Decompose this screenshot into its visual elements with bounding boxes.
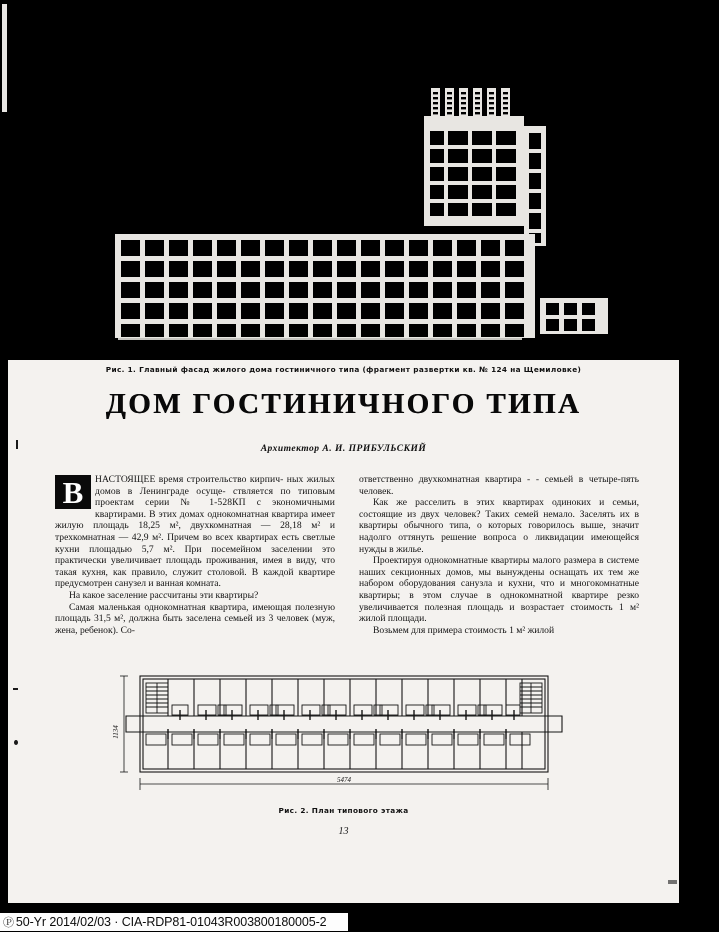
scan-speck-1 (16, 440, 18, 449)
body-column-right (359, 474, 639, 636)
lead-line-3: ствляется по типовым проектам серии (95, 485, 335, 509)
article-headline: ДОМ ГОСТИНИЧНОГО ТИПА (105, 388, 582, 420)
figure2-caption: Рис. 2. План типового этажа (278, 806, 409, 815)
scan-speck-4 (668, 880, 677, 884)
scan-speck-2 (13, 688, 18, 690)
figure1-building-facade (0, 0, 719, 360)
figure1-caption: Рис. 1. Главный фасад жилого дома гостиничного типа (фрагмент развертки кв. № 124 на Щемиловке) (105, 365, 582, 374)
right-paragraph-4: Возьмем для примера стоимость 1 м² жилой (373, 624, 555, 636)
figure2-floor-plan (110, 672, 570, 794)
lead-line-4: № 1-528КП с экономичными квартирами. (95, 497, 336, 520)
body-column-left (55, 474, 335, 636)
left-paragraph-3: Самая маленькая однокомнатная квартира, имеющая полезную площадь 31,5 м², должна быть заселена семьей из 3 человек (муж, жена, ребенок). Со- (55, 601, 335, 636)
right-paragraph-3: Проектируя однокомнатные квартиры малого размера в системе наших секционных домов, мы вынуждены оснащать их тем же набором оборудования санузла и кухни, что и многокомнатные квартиры; в этом случае в однокомнатной квартире резко увеличивается полезная площадь и возрастает стоимость 1 м² жилой площади. (359, 555, 639, 625)
archive-stamp-plate (0, 913, 348, 931)
plan-dimension-vertical: 1134 (112, 725, 120, 739)
scan-speck-3 (14, 740, 18, 745)
article-byline: Архитектор А. И. ПРИБУЛЬСКИЙ (260, 444, 427, 454)
right-paragraph-1: ответственно двухкомнатная квартира - - семьей в четыре-пять человек. (359, 474, 639, 497)
article-body (55, 474, 640, 636)
page-number: 13 (338, 826, 349, 837)
lead-paragraph (55, 474, 335, 590)
scan-right-margin (679, 0, 719, 932)
drop-cap: В (55, 475, 91, 509)
lead-line-1: НАСТОЯЩЕЕ время строительство кирпич- (95, 474, 284, 485)
right-paragraph-2: Как же расселить в этих квартирах одиноких и семьи, состоящие из двух человек? Таких семей немало. Заселять их в квартиры обычного типа, о которых говорилось выше, значит надолго оттянуть решение вопроса о ликвидации имеющейся нужды в жилье. (359, 497, 639, 555)
scan-left-margin (0, 0, 8, 932)
archive-reference-text (0, 914, 327, 930)
scan-edge-artifact (2, 4, 7, 112)
lead-line-2: ных жилых домов в Ленинграде осуще- (95, 474, 336, 497)
left-paragraph-2: На какое заселение рассчитаны эти квартиры? (69, 589, 259, 601)
archive-reference-value: 50-Yr 2014/02/03 · CIA-RDP81-01043R003800180005-2 (15, 915, 327, 929)
plan-dimension-horizontal: 5474 (337, 776, 351, 784)
approved-stamp-icon: Ⓟ (3, 916, 14, 929)
lead-paragraph-rest: В этих домах однокомнатная квартира имеет жилую площадь 18,25 м², двухкомнатная — 28,18 м² и трехкомнатная — 42,9 м². Причем во всех квартирах есть светлые кухни площадью 5,7 м². При посемейном заселении это практически увеличивает площадь проживания, имея в виду, что такая кухня, как правило, служит столовой. В каждой квартире предусмотрен санузел и ванная комната. (55, 508, 335, 590)
